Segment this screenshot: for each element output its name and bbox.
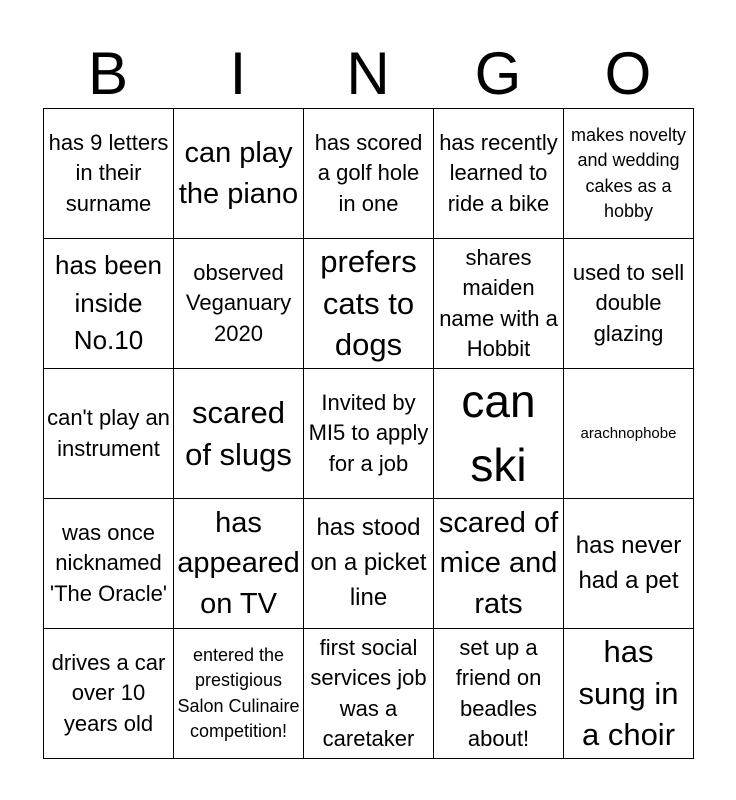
bingo-cell-1-3[interactable]: has scored a golf hole in one bbox=[303, 108, 434, 239]
bingo-cell-3-3[interactable]: Invited by MI5 to apply for a job bbox=[303, 368, 434, 499]
bingo-cell-5-5[interactable]: has sung in a choir bbox=[563, 628, 694, 759]
bingo-cell-2-1[interactable]: has been inside No.10 bbox=[43, 238, 174, 369]
bingo-cell-2-4[interactable]: shares maiden name with a Hobbit bbox=[433, 238, 564, 369]
bingo-header bbox=[43, 40, 693, 108]
bingo-cell-1-4[interactable]: has recently learned to ride a bike bbox=[433, 108, 564, 239]
header-letter-o: O bbox=[604, 40, 652, 107]
bingo-cell-5-2[interactable]: entered the prestigious Salon Culinaire competition! bbox=[173, 628, 304, 759]
header-letter-n: N bbox=[346, 40, 390, 107]
bingo-cell-4-2[interactable]: has appeared on TV bbox=[173, 498, 304, 629]
bingo-cell-2-2[interactable]: observed Veganuary 2020 bbox=[173, 238, 304, 369]
bingo-cell-5-4[interactable]: set up a friend on beadles about! bbox=[433, 628, 564, 759]
bingo-cell-4-3[interactable]: has stood on a picket line bbox=[303, 498, 434, 629]
bingo-cell-3-4[interactable]: can ski bbox=[433, 368, 564, 499]
bingo-cell-5-3[interactable]: first social services job was a caretaker bbox=[303, 628, 434, 759]
bingo-cell-3-1[interactable]: can't play an instrument bbox=[43, 368, 174, 499]
bingo-cell-3-5[interactable]: arachnophobe bbox=[563, 368, 694, 499]
header-letter-b: B bbox=[87, 40, 129, 107]
header-letter-g: G bbox=[474, 40, 522, 107]
bingo-cell-2-3[interactable]: prefers cats to dogs bbox=[303, 238, 434, 369]
bingo-grid bbox=[43, 108, 693, 758]
bingo-cell-5-1[interactable]: drives a car over 10 years old bbox=[43, 628, 174, 759]
bingo-cell-2-5[interactable]: used to sell double glazing bbox=[563, 238, 694, 369]
bingo-cell-4-5[interactable]: has never had a pet bbox=[563, 498, 694, 629]
bingo-cell-1-2[interactable]: can play the piano bbox=[173, 108, 304, 239]
bingo-cell-4-4[interactable]: scared of mice and rats bbox=[433, 498, 564, 629]
header-letter-i: I bbox=[229, 40, 247, 107]
bingo-cell-1-5[interactable]: makes novelty and wedding cakes as a hobby bbox=[563, 108, 694, 239]
bingo-cell-4-1[interactable]: was once nicknamed 'The Oracle' bbox=[43, 498, 174, 629]
bingo-cell-3-2[interactable]: scared of slugs bbox=[173, 368, 304, 499]
bingo-cell-1-1[interactable]: has 9 letters in their surname bbox=[43, 108, 174, 239]
